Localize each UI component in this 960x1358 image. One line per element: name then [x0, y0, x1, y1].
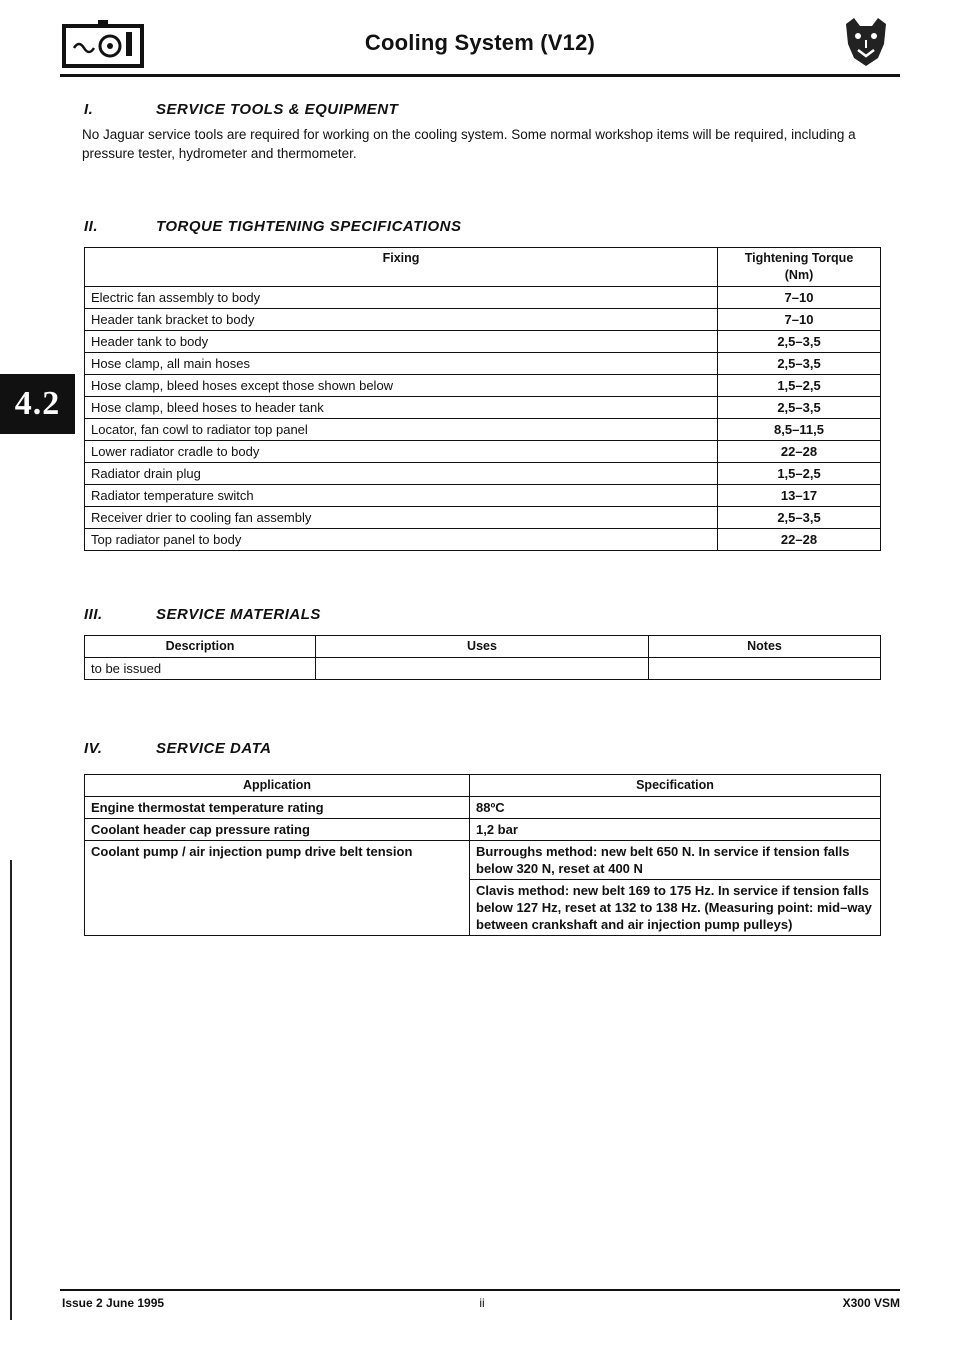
column-header-torque — [718, 248, 881, 287]
fixing-cell: Top radiator panel to body — [85, 529, 718, 551]
fixing-cell: Electric fan assembly to body — [85, 287, 718, 309]
specification-cell: 88ºC — [470, 797, 881, 819]
materials-table — [84, 635, 881, 680]
torque-cell: 2,5–3,5 — [718, 507, 881, 529]
fixing-cell: Locator, fan cowl to radiator top panel — [85, 419, 718, 441]
torque-table — [84, 247, 881, 551]
footer-rule — [60, 1289, 900, 1291]
fixing-cell: Hose clamp, bleed hoses except those shown below — [85, 375, 718, 397]
section-heading-tools — [84, 101, 398, 118]
column-header-fixing: Fixing — [85, 248, 718, 287]
jaguar-logo-icon — [838, 14, 894, 70]
table-row — [85, 419, 881, 441]
table-row — [85, 287, 881, 309]
notes-cell — [649, 658, 881, 680]
torque-cell: 7–10 — [718, 309, 881, 331]
torque-cell: 2,5–3,5 — [718, 353, 881, 375]
fixing-cell: Lower radiator cradle to body — [85, 441, 718, 463]
section-heading-materials — [84, 606, 321, 623]
fixing-cell: Hose clamp, bleed hoses to header tank — [85, 397, 718, 419]
section-title: SERVICE MATERIALS — [156, 606, 321, 623]
table-row — [85, 463, 881, 485]
table-row — [85, 375, 881, 397]
column-header-application: Application — [85, 775, 470, 797]
torque-cell: 22–28 — [718, 441, 881, 463]
fixing-cell: Radiator temperature switch — [85, 485, 718, 507]
table-row — [85, 658, 881, 680]
table-row — [85, 309, 881, 331]
page-edge-line — [10, 860, 12, 1320]
fixing-cell: Receiver drier to cooling fan assembly — [85, 507, 718, 529]
fixing-cell: Hose clamp, all main hoses — [85, 353, 718, 375]
table-header-row — [85, 775, 881, 797]
section-title: SERVICE DATA — [156, 740, 272, 757]
section-tab: 4.2 — [0, 374, 75, 434]
table-row — [85, 507, 881, 529]
application-cell: Coolant pump / air injection pump drive belt tension — [85, 841, 470, 936]
column-header-specification: Specification — [470, 775, 881, 797]
application-cell: Engine thermostat temperature rating — [85, 797, 470, 819]
specification-cell: Burroughs method: new belt 650 N. In service if tension falls below 320 N, reset at 400 N — [470, 841, 881, 880]
header-rule — [60, 74, 900, 77]
description-cell: to be issued — [85, 658, 316, 680]
section-heading-data — [84, 740, 271, 757]
section-title: SERVICE TOOLS & EQUIPMENT — [156, 101, 399, 118]
section-number: II. — [84, 218, 99, 235]
section-number: I. — [84, 101, 94, 118]
torque-cell: 13–17 — [718, 485, 881, 507]
specification-cell: 1,2 bar — [470, 819, 881, 841]
torque-cell: 2,5–3,5 — [718, 331, 881, 353]
application-cell: Coolant header cap pressure rating — [85, 819, 470, 841]
table-header-row — [85, 248, 881, 287]
table-row — [85, 841, 881, 880]
table-row — [85, 797, 881, 819]
footer-manual: X300 VSM — [842, 1296, 900, 1310]
table-row — [85, 819, 881, 841]
table-row — [85, 353, 881, 375]
table-row — [85, 529, 881, 551]
uses-cell — [316, 658, 649, 680]
torque-cell: 22–28 — [718, 529, 881, 551]
column-header-uses: Uses — [316, 636, 649, 658]
torque-cell: 7–10 — [718, 287, 881, 309]
footer-issue: Issue 2 June 1995 — [62, 1296, 165, 1310]
torque-cell: 2,5–3,5 — [718, 397, 881, 419]
fixing-cell: Header tank bracket to body — [85, 309, 718, 331]
tools-paragraph: No Jaguar service tools are required for working on the cooling system. Some normal workshop items will be required, including a pressure tester, hydrometer and thermometer. — [82, 127, 856, 161]
torque-cell: 1,5–2,5 — [718, 463, 881, 485]
table-row — [85, 441, 881, 463]
fixing-cell: Header tank to body — [85, 331, 718, 353]
section-title: TORQUE TIGHTENING SPECIFICATIONS — [156, 218, 462, 235]
table-row — [85, 397, 881, 419]
torque-header-unit: (Nm) — [784, 268, 814, 282]
section-number: III. — [84, 606, 103, 623]
specification-cell: Clavis method: new belt 169 to 175 Hz. In service if tension falls below 127 Hz, reset at 132 to 138 Hz. (Measuring point: mid–way between crankshaft and air injection pump pulleys) — [470, 880, 881, 936]
section-heading-torque — [84, 218, 461, 235]
service-data-table — [84, 774, 881, 936]
table-row — [85, 485, 881, 507]
footer-page-number: ii — [479, 1296, 485, 1310]
column-header-notes: Notes — [649, 636, 881, 658]
column-header-description: Description — [85, 636, 316, 658]
torque-cell: 8,5–11,5 — [718, 419, 881, 441]
page-title: Cooling System (V12) — [364, 30, 596, 55]
table-row — [85, 331, 881, 353]
section-number: IV. — [84, 740, 103, 757]
torque-cell: 1,5–2,5 — [718, 375, 881, 397]
torque-header-label: Tightening Torque — [744, 251, 854, 265]
fixing-cell: Radiator drain plug — [85, 463, 718, 485]
table-header-row — [85, 636, 881, 658]
